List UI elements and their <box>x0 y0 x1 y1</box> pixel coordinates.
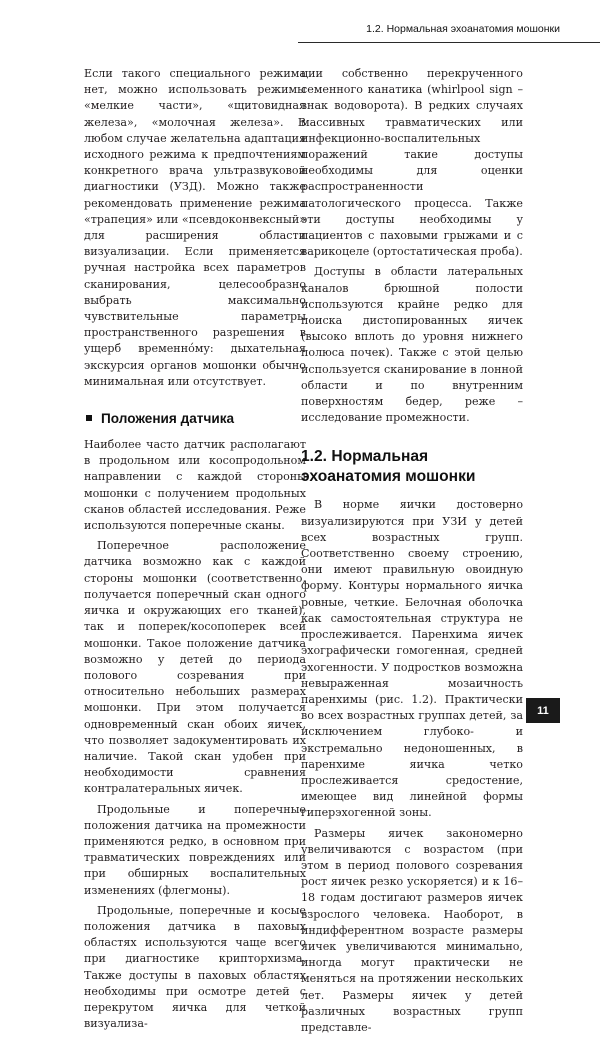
body-paragraph: ции собственно перекрученного семенного канатика (whirlpool sign – знак водоворота). В редких случаях массивных травматических или инфекционно-воспалительных поражений такие доступы необходимы для оценки распространенности патологического процесса. Также эти доступы необходимы у пациентов с паховыми грыжами и с варикоцеле (ортостатическая проба). <box>301 67 523 259</box>
section-heading: 1.2. Нормальная эхоанатомия мошонки <box>301 448 476 486</box>
body-paragraph: Продольные, поперечные и косые положения датчика в паховых областях используются чаще всего при диагностике крипторхизма. Также доступы в паховых областях необходимы при осмотре детей с перекрутом яичка для четкой визуализа- <box>84 903 306 1031</box>
body-paragraph: Поперечное расположение датчика возможно как с каждой стороны мошонки (соответственно, получается поперечный скан одного яичка и окружающих его тканей), так и поперек/косопоперек всей мошонки. Такое положение датчика возможно у детей до периода полового созревания при относительно небольших размерах мошонки. При этом получается одновременный скан обоих яичек, что позволяет задокументировать их наличие. Такой скан удобен при необходимости сравнения контралатеральных яичек. <box>84 539 306 796</box>
square-bullet-icon <box>86 415 92 421</box>
subsection-heading <box>84 410 306 427</box>
body-paragraph: Продольные и поперечные положения датчика на промежности применяются редко, в основном при травматических повреждениях или при обширных воспалительных изменениях (флегмоны). <box>84 802 306 897</box>
running-header <box>298 20 600 43</box>
body-paragraph: В норме яички достоверно визуализируются при УЗИ у детей всех возрастных групп. Соответственно своему строению, они имеют правильную овоидную форму. Контуры нормального яичка ровные, четкие. Белочная оболочка как самостоятельная структура не прослеживается. Паренхима яичек эхографически гомогенная, средней эхогенности. У подростков возможна невыраженная мозаичность паренхимы (рис. 1.2). Практически во всех возрастных группах детей, за исключением глубоко- и экстремально недоношенных, в паренхиме яичка четко прослеживается средостение, имеющее вид линейной формы гиперэхогенной зоны. <box>301 498 523 820</box>
body-paragraph: Если такого специального режима нет, можно использовать режимы «мелкие части», «щитовидная железа», «молочная железа». В любом случае желательна адаптация исходного режима к предпочтениям конкретного врача ультразвуковой диагностики (УЗД). Можно также рекомендовать применение режима «трапеция» или «псевдоконвексный» для расширения области визуализации. Если применяется ручная настройка всех параметров сканирования, целесообразно выбрать максимально чувствительные параметры пространственного разрешения в ущерб временнóму: дыхательная экскурсия органов мошонки обычно минимальная или отсутствует. <box>84 67 306 388</box>
page-number: 11 <box>526 698 560 723</box>
body-paragraph: Доступы в области латеральных каналов брюшной полости используются крайне редко для поиска дистопированных яичек (высоко вплоть до уровня нижнего полюса почек). Также с этой целью используется сканирование в лонной области и по внутренним поверхностям бедер, реже – исследование промежности. <box>301 265 523 425</box>
running-title: 1.2. Нормальная эхоанатомия мошонки <box>366 23 560 35</box>
body-paragraph: Наиболее часто датчик располагают в продольном или косопродольном направлении с каждой стороны мошонки с получением продольных сканов областей исследования. Реже используются поперечные сканы. <box>84 438 306 533</box>
subsection-title: Положения датчика <box>101 411 235 427</box>
left-column <box>84 66 306 1036</box>
right-column <box>301 66 523 1040</box>
body-paragraph: Размеры яичек закономерно увеличиваются с возрастом (при этом в период полового созревания рост яичек резко ускоряется) и к 16–18 годам достигают размеров яичек взрослого человека. Наоборот, в индифферентном возрасте размеры яичек увеличиваются минимально, иногда могут практически не меняться на протяжении нескольких лет. Размеры яичек у детей различных возрастных групп представле- <box>301 826 523 1034</box>
